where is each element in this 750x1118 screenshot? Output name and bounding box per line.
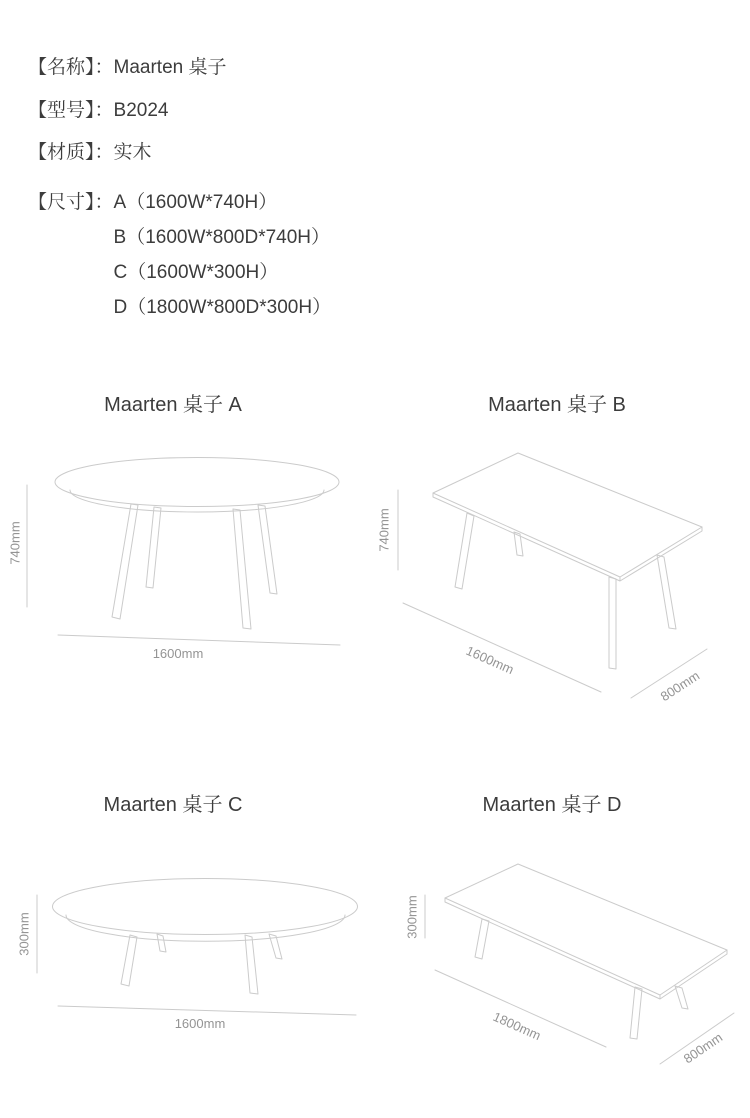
width-dimension-line bbox=[403, 603, 601, 692]
width-dim-label: 1600mm bbox=[174, 1016, 226, 1031]
size-item-c: C（1600W*300H） bbox=[113, 262, 279, 283]
height-dim-label: 740mm bbox=[7, 521, 23, 565]
size-item-b: B（1600W*800D*740H） bbox=[113, 227, 331, 248]
spec-size-label: 【尺寸】： bbox=[28, 192, 114, 213]
drawing-b-title: Maarten 桌子 B bbox=[488, 394, 626, 416]
drawing-d-diagram bbox=[370, 820, 750, 1110]
spec-name-value: Maarten 桌子 bbox=[113, 57, 227, 78]
drawing-a-diagram bbox=[0, 440, 360, 670]
size-item-a: A（1600W*740H） bbox=[113, 192, 278, 213]
spec-row-material bbox=[28, 135, 152, 170]
size-list bbox=[114, 185, 332, 325]
drawing-d-title: Maarten 桌子 D bbox=[482, 794, 622, 816]
table-leg bbox=[157, 934, 166, 952]
drawing-b-diagram bbox=[370, 440, 750, 710]
spec-model-value: B2024 bbox=[113, 100, 169, 121]
width-dim-label: 1600mm bbox=[152, 646, 204, 661]
size-item-d: D（1800W*800D*300H） bbox=[113, 297, 332, 318]
table-leg bbox=[121, 935, 137, 986]
table-leg bbox=[245, 935, 258, 994]
table-leg bbox=[455, 513, 474, 589]
drawing-a-title: Maarten 桌子 A bbox=[104, 394, 242, 416]
table-leg bbox=[609, 577, 616, 669]
table-leg bbox=[258, 505, 277, 594]
height-dim-label: 300mm bbox=[404, 895, 420, 939]
table-top-edge bbox=[445, 898, 727, 999]
table-leg bbox=[475, 919, 489, 959]
table-leg bbox=[630, 987, 642, 1039]
width-dimension-line bbox=[58, 1006, 356, 1015]
spec-model-label: 【型号】： bbox=[28, 100, 114, 121]
drawing-c-title: Maarten 桌子 C bbox=[103, 794, 243, 816]
drawing-c-diagram bbox=[0, 830, 380, 1060]
spec-row-name bbox=[28, 50, 227, 85]
height-dim-label: 300mm bbox=[16, 912, 32, 956]
table-leg bbox=[675, 986, 688, 1009]
table-top-oval bbox=[53, 879, 358, 935]
spec-material-label: 【材质】： bbox=[28, 142, 114, 163]
width-dim-label: 1600mm bbox=[463, 642, 517, 678]
table-top-oval bbox=[55, 458, 339, 507]
width-dim-label: 1800mm bbox=[490, 1008, 544, 1044]
depth-dim-label: 800mm bbox=[680, 1029, 726, 1067]
table-leg bbox=[146, 507, 161, 588]
spec-material-value: 实木 bbox=[113, 142, 152, 163]
width-dimension-line bbox=[58, 635, 340, 645]
table-leg bbox=[657, 555, 676, 629]
spec-name-label: 【名称】： bbox=[28, 57, 114, 78]
table-leg bbox=[233, 509, 251, 629]
height-dim-label: 740mm bbox=[376, 508, 392, 552]
spec-row-sizes bbox=[28, 185, 331, 325]
depth-dim-label: 800mm bbox=[657, 667, 703, 705]
table-leg bbox=[112, 504, 138, 619]
spec-row-model bbox=[28, 93, 168, 128]
